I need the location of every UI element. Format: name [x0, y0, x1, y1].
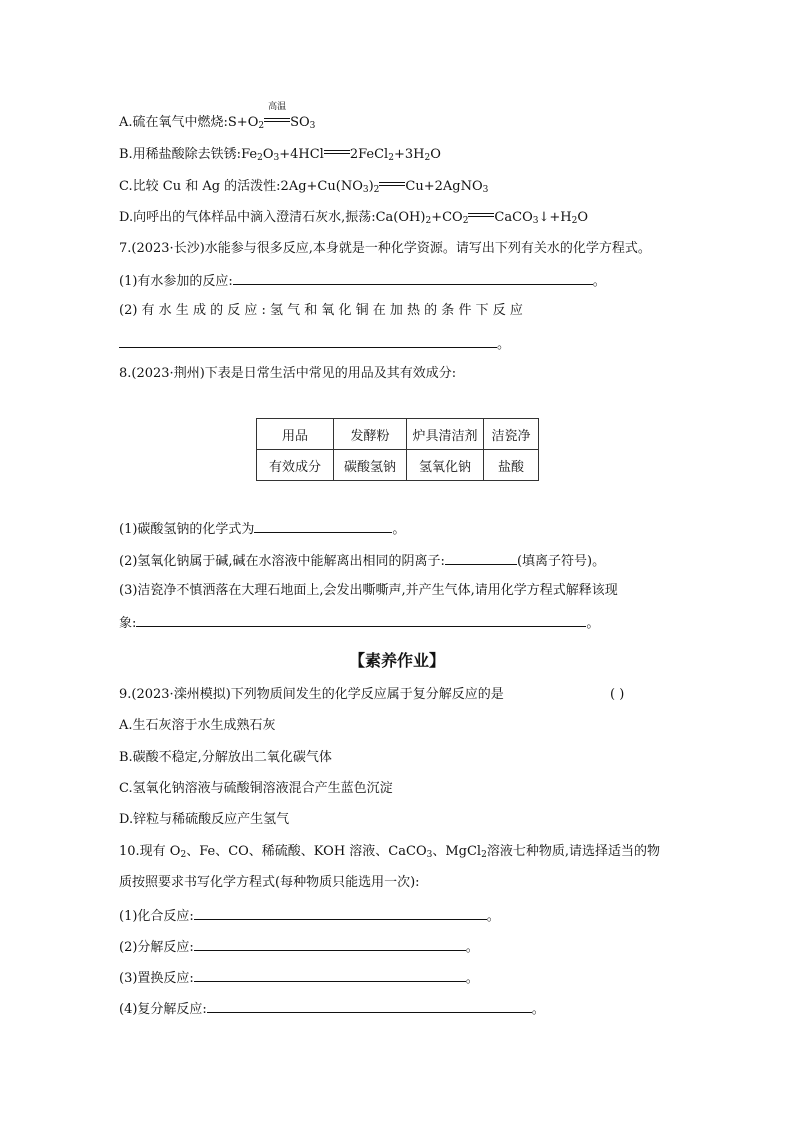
- section-title: 【素养作业】: [348, 651, 445, 670]
- q10-part4-end: 。: [531, 1002, 545, 1017]
- q10-part3: [119, 968, 479, 988]
- q8-part3-answer-blank[interactable]: [136, 613, 586, 627]
- table-cell: 有效成分: [257, 450, 334, 481]
- q6-d-pre: D.向呼出的气体样品中滴入澄清石灰水,振荡:Ca(OH): [119, 210, 426, 225]
- q6-a-equals-sign: [264, 102, 290, 126]
- q8-part1: [119, 519, 405, 539]
- q6-d-sub: 2: [571, 216, 578, 226]
- q10-part2-answer-blank[interactable]: [194, 937, 466, 951]
- q9-stem: [119, 686, 504, 704]
- q6-b-sub: 3: [273, 153, 280, 163]
- q10-part2-label: (2)分解反应:: [119, 940, 194, 955]
- q8-part3-label: 象:: [119, 616, 137, 631]
- q10-part4-answer-blank[interactable]: [207, 999, 532, 1013]
- table-cell: 发酵粉: [334, 419, 407, 450]
- q10-stem-text: 、MgCl: [432, 844, 482, 859]
- q9-option-a[interactable]: A.生石灰溶于水生成熟石灰: [119, 718, 276, 733]
- q10-sub: 2: [481, 850, 487, 860]
- q10-part1: [119, 906, 500, 926]
- q10-part1-answer-blank[interactable]: [194, 906, 487, 920]
- q8-table: [256, 418, 539, 481]
- q6-c-pre: C.比较 Cu 和 Ag 的活泼性:2Ag+Cu(NO: [119, 179, 363, 194]
- q7-part2-end: 。: [497, 337, 511, 352]
- q8-part2: [119, 551, 605, 571]
- q8-part3: (3)洁瓷净不慎洒落在大理石地面上,会发出嘶嘶声,并产生气体,请用化学方程式解释该现: [119, 583, 618, 598]
- q6-a-sub1: 2: [258, 121, 265, 131]
- q7-part2-answer-blank[interactable]: [119, 334, 497, 348]
- q6-a-pre: A.硫在氧气中燃烧:S+O: [119, 115, 259, 130]
- q6-b-text: +4HCl: [279, 147, 324, 162]
- q6-option-a: [119, 102, 316, 132]
- q6-b-pre: B.用稀盐酸除去铁锈:Fe: [119, 147, 258, 162]
- q8-part3-answer: [119, 613, 599, 633]
- q10-part3-label: (3)置换反应:: [119, 971, 194, 986]
- table-row: [257, 419, 539, 450]
- q6-d-text: ↓+H: [538, 210, 572, 225]
- table-cell: 用品: [257, 419, 334, 450]
- q6-d-text: +CO: [431, 210, 463, 225]
- q10-part1-label: (1)化合反应:: [119, 909, 194, 924]
- table-cell: 碳酸氢钠: [334, 450, 407, 481]
- q9-answer-bracket[interactable]: ( ): [610, 687, 625, 702]
- q10-sub: 3: [426, 850, 433, 860]
- q9-option-d[interactable]: D.锌粒与稀硫酸反应产生氢气: [119, 812, 290, 827]
- q10-part1-end: 。: [486, 909, 500, 924]
- q10-stem-line2: 质按照要求书写化学方程式(每种物质只能选用一次):: [119, 875, 420, 890]
- q6-d-sub: 2: [462, 216, 469, 226]
- q6-c-sub: 3: [362, 185, 369, 195]
- q8-stem: 8.(2023·荆州)下表是日常生活中常见的用品及其有效成分:: [119, 366, 457, 381]
- q10-part4-label: (4)复分解反应:: [119, 1002, 207, 1017]
- q6-a-sub2: 3: [309, 121, 316, 131]
- q7-part1: [119, 271, 606, 291]
- q6-c-equals-sign: [379, 177, 405, 190]
- q8-part1-label: (1)碳酸氢钠的化学式为: [119, 522, 255, 537]
- q10-part4: [119, 999, 545, 1019]
- q6-a-post: SO: [290, 115, 310, 130]
- q6-c-text: Cu+2AgNO: [405, 179, 483, 194]
- table-row: [257, 450, 539, 481]
- q6-c-sub: 2: [373, 185, 380, 195]
- q6-c-text: ): [368, 179, 374, 194]
- q7-stem: 7.(2023·长沙)水能参与很多反应,本身就是一种化学资源。请写出下列有关水的化学方程式。: [119, 241, 651, 256]
- q10-part2-end: 。: [465, 940, 479, 955]
- q7-part2-answer: [119, 334, 510, 354]
- q6-a-condition: 高温: [268, 102, 287, 112]
- q8-part2-suffix: (填离子符号)。: [516, 554, 606, 569]
- q10-stem-text: 10.现有 O: [119, 844, 181, 859]
- q7-part2: (2) 有 水 生 成 的 反 应 : 氢 气 和 氧 化 铜 在 加 热 的 条 件 下 反 应: [119, 303, 523, 318]
- q10-stem-text: 溶液七种物质,请选择适当的物: [486, 844, 660, 859]
- q9-option-b[interactable]: B.碳酸不稳定,分解放出二氧化碳气体: [119, 750, 332, 765]
- table-cell: 炉具清洁剂: [407, 419, 484, 450]
- q8-part2-label: (2)氢氧化钠属于碱,碱在水溶液中能解离出相同的阴离子:: [119, 554, 445, 569]
- q7-part1-end: 。: [592, 274, 606, 289]
- q6-d-text: O: [577, 210, 588, 225]
- q6-b-text: 2FeCl: [349, 147, 389, 162]
- q6-d-text: CaCO: [494, 210, 533, 225]
- q8-part3-end: 。: [586, 616, 600, 631]
- q6-c-sub: 3: [482, 185, 489, 195]
- q6-option-b: [119, 145, 441, 164]
- q6-b-text: +3H: [393, 147, 425, 162]
- q10-stem-line1: [119, 843, 660, 861]
- table-cell: 盐酸: [484, 450, 539, 481]
- q6-b-equals-sign: [324, 145, 350, 158]
- q6-option-d: [119, 208, 588, 227]
- q6-b-text: O: [262, 147, 274, 162]
- q10-part3-answer-blank[interactable]: [194, 968, 466, 982]
- q6-b-sub: 2: [388, 153, 394, 163]
- q6-option-c: [119, 177, 488, 196]
- q6-d-sub: 3: [532, 216, 539, 226]
- q8-part1-answer-blank[interactable]: [254, 519, 392, 533]
- q8-part2-answer-blank[interactable]: [445, 551, 517, 565]
- q6-d-equals-sign: [468, 208, 494, 221]
- q10-part2: [119, 937, 479, 957]
- table-cell: 氢氧化钠: [407, 450, 484, 481]
- q7-part1-answer-blank[interactable]: [233, 271, 593, 285]
- q10-part3-end: 。: [465, 971, 479, 986]
- q9-stem-text: 9.(2023·滦州模拟)下列物质间发生的化学反应属于复分解反应的是: [119, 687, 504, 702]
- q8-part1-end: 。: [392, 522, 406, 537]
- table-cell: 洁瓷净: [484, 419, 539, 450]
- q10-stem-text: 、Fe、CO、稀硫酸、KOH 溶液、CaCO: [186, 844, 427, 859]
- q6-b-sub: 2: [424, 153, 431, 163]
- q10-sub: 2: [180, 850, 187, 860]
- q7-part1-label: (1)有水参加的反应:: [119, 274, 233, 289]
- q6-d-sub: 2: [425, 216, 432, 226]
- q6-b-text: O: [430, 147, 441, 162]
- q9-option-c[interactable]: C.氢氧化钠溶液与硫酸铜溶液混合产生蓝色沉淀: [119, 781, 393, 796]
- q6-b-sub: 2: [257, 153, 263, 163]
